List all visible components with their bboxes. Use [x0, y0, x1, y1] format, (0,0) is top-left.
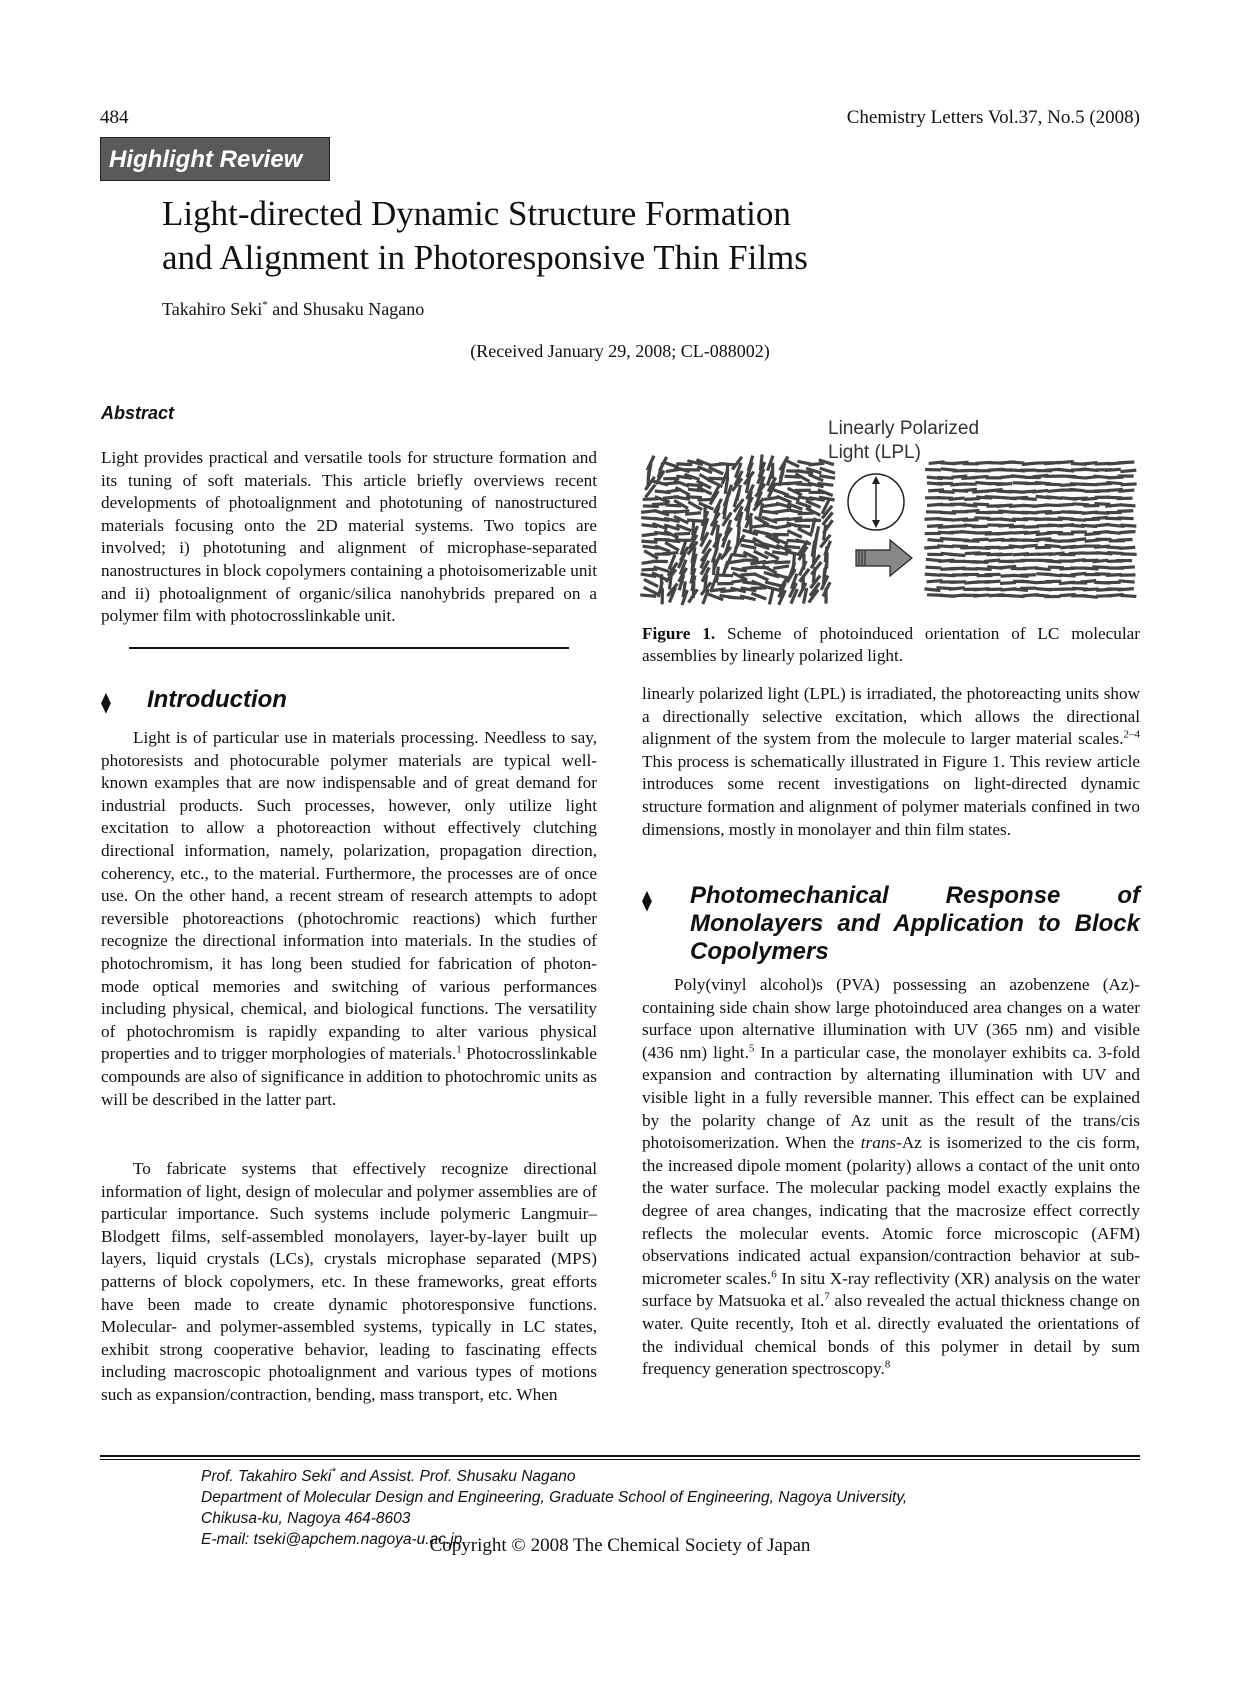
section-bullet-icon: ⧫ [101, 692, 111, 714]
author-1: Takahiro Seki [162, 299, 263, 319]
abstract-heading: Abstract [101, 403, 175, 423]
title-line-1: Light-directed Dynamic Structure Formation [162, 194, 791, 233]
introduction-paragraph-2: To fabricate systems that effectively recognize directional information of light, design of molecular and polymer assemblies are of particular importance. Such systems include polymeric Langmuir–Blodgett films, self-assembled monolayers, layer-by-layer built up layers, liquid crystals (LCs), crystals microphase separated (MPS) patterns of block copolymers, etc. In these frameworks, great efforts have been made to create dynamic photoresponsive functions. Molecular- and polymer-assembled systems, typically in LC states, exhibit strong cooperative behavior, leading to fascinating effects including macroscopic photoalignment and various types of motions such as expansion/contraction, bending, mass transport, etc. When [101, 1159, 597, 1404]
citation: 7 [824, 1290, 830, 1303]
citation: 6 [771, 1267, 777, 1280]
random-molecules [640, 454, 835, 605]
introduction-paragraph-1: Light is of particular use in materials processing. Needless to say, photoresists and photocurable polymer materials are typical well-known examples that are now indispensable and of great demand for industrial products. Such processes, however, only utilize light excitation to allow a photoreaction without effectively clutching directional information, namely, polarization, propagation direction, coherency, etc., to the material. Furthermore, the processes are of once use. On the other hand, a recent stream of research attempts to adopt reversible photoreactions (photochromic reactions) which further recognize the directional information into materials. In the studies of photochromism, it has long been studied for fabrication of photon-mode optical memories and switching of various performances including physical, chemical, and biological functions. The versatility of photochromism is rapidly expanding to alter various physical properties and to trigger morphologies of materials.$^1$ Photocrosslinkable compounds are also of significance in addition to photochromic units as will be described in the latter part. [101, 728, 597, 1109]
figure-caption-label: Figure 1. [642, 624, 716, 643]
arrow-right-icon [856, 540, 912, 576]
affiliation-email[interactable]: E-mail: tseki@apchem.nagoya-u.ac.jp [201, 1531, 463, 1548]
photomechanical-heading: Photomechanical Response of Monolayers and Application to Block Copolymers [690, 882, 1140, 965]
page-number: 484 [100, 107, 129, 128]
copyright-notice: Copyright © 2008 The Chemical Society of Japan [429, 1535, 811, 1556]
section-badge: Highlight Review [100, 137, 330, 181]
aligned-molecules [924, 460, 1137, 599]
journal-reference: Chemistry Letters Vol.37, No.5 (2008) [846, 107, 1140, 128]
affiliation-authors: Prof. Takahiro Seki* and Assist. Prof. Shusaku Nagano [201, 1465, 576, 1485]
introduction-heading: Introduction [147, 686, 287, 713]
section-bullet-icon: ⧫ [642, 890, 652, 912]
received-date: (Received January 29, 2008; CL-088002) [470, 341, 770, 361]
authors [162, 299, 424, 320]
title-line-2: and Alignment in Photoresponsive Thin Films [162, 238, 808, 277]
citation: 8 [884, 1358, 891, 1371]
figure-1-scheme [640, 410, 1140, 610]
citation: 1 [456, 1043, 462, 1056]
abstract-text: Light provides practical and versatile tools for structure formation and its tuning of soft materials. This article briefly overviews recent developments of photoalignment and phototuning of nanostructured materials focusing onto the 2D material systems. Two topics are involved; i) phototuning and alignment of microphase-separated nanostructures in block copolymers containing a photoisomerizable unit and ii) photoalignment of organic/silica nanohybrids prepared on a polymer film with photocrosslinkable unit. [101, 448, 597, 626]
footer-divider-thin [100, 1459, 1140, 1460]
citation: 5 [748, 1042, 755, 1055]
affiliation-department: Department of Molecular Design and Engineering, Graduate School of Engineering, Nagoya University, [201, 1489, 908, 1506]
corresponding-mark: * [262, 299, 268, 311]
citation: 2–4 [1123, 728, 1140, 741]
paper-title [162, 192, 1062, 280]
figure-caption: Figure 1. Scheme of photoinduced orientation of LC molecular assemblies by linearly polarized light. [642, 624, 1140, 665]
figure-label-line-2: Light (LPL) [828, 442, 921, 463]
right-paragraph-1: linearly polarized light (LPL) is irradiated, the photoreacting units show a directionally selective excitation, which allows the directional alignment of the system from the molecule to larger material scales.$^{2-4}$ This process is schematically illustrated in Figure 1. This review article introduces some recent investigations on light-directed dynamic structure formation and alignment of polymer materials confined in two dimensions, mostly in monolayer and thin film states. [642, 684, 1140, 839]
author-2: and Shusaku Nagano [267, 299, 425, 319]
right-paragraph-2: Poly(vinyl alcohol)s (PVA) possessing an azobenzene (Az)-containing side chain show large photoinduced area changes on a water surface upon alternative illumination with UV (365 nm) and visible (436 nm) light.$^5$ In a particular case, the monolayer exhibits ca. 3-fold expansion and contraction by alternating illumination with UV and visible light in a fully reversible manner. This effect can be explained by the polarity change of Az unit as the result of the trans/cis photoisomerization. When the trans-Az is isomerized to the cis form, the increased dipole moment (polarity) allows a contact of the unit onto the water surface. The molecular packing model exactly explains the degree of area changes, indicating that the macrosize effect correctly reflects the molecular events. Atomic force microscopic (AFM) observations indicated actual expansion/contraction behavior at sub-micrometer scales.$^6$ In situ X-ray reflectivity (XR) analysis on the water surface by Matsuoka et al.$^7$ also revealed the actual thickness change on water. Quite recently, Itoh et al. directly evaluated the orientations of the individual chemical bonds of this polymer in detail by sum frequency generation spectroscopy.$^8$ [642, 975, 1140, 1379]
footer-divider [100, 1455, 1140, 1457]
polarizer-icon [848, 474, 904, 530]
figure-label-line-1: Linearly Polarized [828, 418, 980, 439]
abstract-divider [129, 647, 569, 649]
affiliation-address: Chikusa-ku, Nagoya 464-8603 [201, 1510, 411, 1527]
